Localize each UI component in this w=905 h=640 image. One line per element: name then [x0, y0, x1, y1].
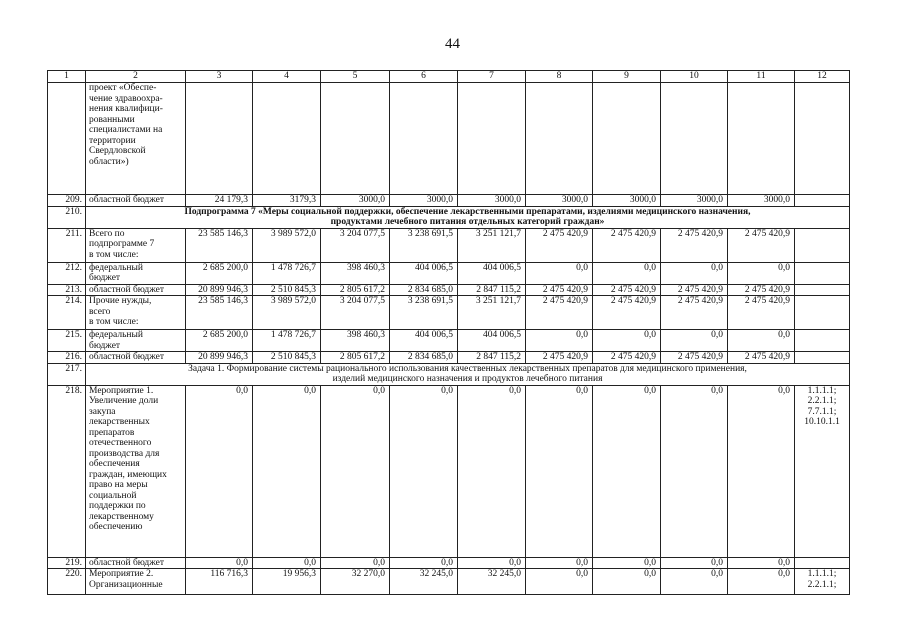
value-cell: 0,0 — [728, 569, 795, 595]
column-header: 7 — [458, 71, 526, 83]
value-cell: 0,0 — [253, 557, 321, 569]
target-codes-cell — [795, 262, 850, 284]
value-cell — [390, 83, 458, 195]
value-cell: 3000,0 — [458, 195, 526, 207]
target-codes-cell: 1.1.1.1; 2.2.1.1; 7.7.1.1; 10.10.1.1 — [795, 385, 850, 557]
column-header: 12 — [795, 71, 850, 83]
value-cell: 2 475 420,9 — [728, 296, 795, 330]
row-number-cell: 209. — [48, 195, 86, 207]
value-cell: 20 899 946,3 — [186, 284, 253, 296]
value-cell: 0,0 — [390, 385, 458, 557]
value-cell: 2 475 420,9 — [661, 284, 728, 296]
value-cell: 398 460,3 — [321, 330, 390, 352]
value-cell: 116 716,3 — [186, 569, 253, 595]
target-codes-cell — [795, 296, 850, 330]
value-cell: 0,0 — [321, 557, 390, 569]
value-cell: 0,0 — [728, 330, 795, 352]
table-row — [48, 557, 850, 569]
value-cell: 0,0 — [526, 569, 593, 595]
value-cell: 2 475 420,9 — [593, 296, 661, 330]
column-header: 11 — [728, 71, 795, 83]
value-cell: 2 510 845,3 — [253, 284, 321, 296]
row-name-cell: областной бюджет — [86, 195, 186, 207]
row-name-cell: Мероприятие 1. Увеличение доли закупа лекарственных препаратов отечественного производства для обеспечения граждан, имеющих право на меры социальной поддержки по лекарственному обеспечению — [86, 385, 186, 557]
row-number-cell: 214. — [48, 296, 86, 330]
value-cell: 0,0 — [593, 569, 661, 595]
value-cell: 3000,0 — [390, 195, 458, 207]
column-header: 10 — [661, 71, 728, 83]
value-cell: 3000,0 — [526, 195, 593, 207]
value-cell — [186, 83, 253, 195]
value-cell: 2 475 420,9 — [526, 296, 593, 330]
table-row — [48, 352, 850, 364]
target-codes-cell: 1.1.1.1; 2.2.1.1; — [795, 569, 850, 595]
row-number-cell: 212. — [48, 262, 86, 284]
value-cell: 0,0 — [728, 262, 795, 284]
row-name-cell: областной бюджет — [86, 352, 186, 364]
value-cell: 32 245,0 — [458, 569, 526, 595]
value-cell: 2 475 420,9 — [661, 352, 728, 364]
page-number: 44 — [445, 36, 460, 52]
value-cell: 3000,0 — [728, 195, 795, 207]
value-cell — [728, 83, 795, 195]
column-header: 5 — [321, 71, 390, 83]
value-cell: 23 585 146,3 — [186, 296, 253, 330]
row-number-cell — [48, 83, 86, 195]
value-cell: 2 510 845,3 — [253, 352, 321, 364]
value-cell: 0,0 — [728, 385, 795, 557]
target-codes-cell — [795, 228, 850, 262]
row-name-cell: федеральный бюджет — [86, 262, 186, 284]
value-cell: 3 204 077,5 — [321, 228, 390, 262]
value-cell: 404 006,5 — [458, 330, 526, 352]
value-cell — [321, 83, 390, 195]
value-cell — [458, 83, 526, 195]
table-row — [48, 296, 850, 330]
value-cell — [795, 83, 850, 195]
value-cell: 2 475 420,9 — [661, 296, 728, 330]
value-cell: 3 989 572,0 — [253, 228, 321, 262]
value-cell: 2 805 617,2 — [321, 352, 390, 364]
value-cell: 3 251 121,7 — [458, 228, 526, 262]
value-cell: 2 685 200,0 — [186, 330, 253, 352]
target-codes-cell — [795, 557, 850, 569]
value-cell: 1 478 726,7 — [253, 330, 321, 352]
row-number-cell: 215. — [48, 330, 86, 352]
table-row — [48, 363, 850, 385]
target-codes-cell — [795, 284, 850, 296]
table-row — [48, 228, 850, 262]
value-cell: 23 585 146,3 — [186, 228, 253, 262]
value-cell: 0,0 — [186, 557, 253, 569]
value-cell: 3000,0 — [593, 195, 661, 207]
value-cell: 0,0 — [526, 385, 593, 557]
row-number-cell: 219. — [48, 557, 86, 569]
target-codes-cell — [795, 330, 850, 352]
value-cell: 0,0 — [661, 262, 728, 284]
value-cell: 398 460,3 — [321, 262, 390, 284]
value-cell: 0,0 — [593, 557, 661, 569]
value-cell: 32 270,0 — [321, 569, 390, 595]
table-row — [48, 71, 850, 83]
value-cell: 0,0 — [593, 330, 661, 352]
value-cell: 0,0 — [526, 557, 593, 569]
value-cell: 32 245,0 — [390, 569, 458, 595]
table-row — [48, 385, 850, 557]
column-header: 4 — [253, 71, 321, 83]
value-cell: 3 989 572,0 — [253, 296, 321, 330]
row-name-cell: федеральный бюджет — [86, 330, 186, 352]
value-cell: 20 899 946,3 — [186, 352, 253, 364]
row-number-cell: 218. — [48, 385, 86, 557]
row-number-cell: 216. — [48, 352, 86, 364]
value-cell: 0,0 — [593, 385, 661, 557]
column-header: 8 — [526, 71, 593, 83]
row-number-cell: 210. — [48, 206, 86, 228]
target-codes-cell — [795, 195, 850, 207]
value-cell: 2 475 420,9 — [593, 352, 661, 364]
value-cell: 3 238 691,5 — [390, 296, 458, 330]
value-cell: 0,0 — [661, 330, 728, 352]
value-cell: 3 251 121,7 — [458, 296, 526, 330]
row-number-cell: 213. — [48, 284, 86, 296]
value-cell: 2 475 420,9 — [728, 284, 795, 296]
value-cell — [526, 83, 593, 195]
value-cell: 2 834 685,0 — [390, 284, 458, 296]
row-name-cell: Всего по подпрограмме 7 в том числе: — [86, 228, 186, 262]
value-cell: 0,0 — [593, 262, 661, 284]
column-header: 9 — [593, 71, 661, 83]
value-cell: 0,0 — [728, 557, 795, 569]
value-cell: 0,0 — [186, 385, 253, 557]
value-cell: 0,0 — [390, 557, 458, 569]
value-cell: 2 805 617,2 — [321, 284, 390, 296]
value-cell: 2 834 685,0 — [390, 352, 458, 364]
value-cell: 0,0 — [458, 557, 526, 569]
table-row — [48, 206, 850, 228]
column-header: 3 — [186, 71, 253, 83]
column-header: 2 — [86, 71, 186, 83]
value-cell: 2 847 115,2 — [458, 284, 526, 296]
value-cell: 404 006,5 — [390, 330, 458, 352]
row-name-cell: Прочие нужды, всего в том числе: — [86, 296, 186, 330]
value-cell: 3000,0 — [661, 195, 728, 207]
value-cell: 404 006,5 — [458, 262, 526, 284]
value-cell: 0,0 — [661, 557, 728, 569]
table-row — [48, 262, 850, 284]
row-name-cell: Мероприятие 2. Организационные — [86, 569, 186, 595]
subprogram-title: Подпрограмма 7 «Меры социальной поддержки, обеспечение лекарственными препаратами, изделиями медицинского назначения, продуктами лечебного питания отдельных категорий граждан» — [86, 206, 850, 228]
value-cell: 2 475 420,9 — [593, 284, 661, 296]
target-codes-cell — [795, 352, 850, 364]
table-row — [48, 284, 850, 296]
value-cell: 19 956,3 — [253, 569, 321, 595]
value-cell: 1 478 726,7 — [253, 262, 321, 284]
value-cell: 3179,3 — [253, 195, 321, 207]
table-row — [48, 330, 850, 352]
table-row — [48, 569, 850, 595]
task-title: Задача 1. Формирование системы рационального использования качественных лекарственных препаратов для медицинского применения, изделий медицинского назначения и продуктов лечебного питания — [86, 363, 850, 385]
value-cell: 0,0 — [661, 569, 728, 595]
value-cell: 0,0 — [526, 330, 593, 352]
table-row — [48, 83, 850, 195]
value-cell: 2 475 420,9 — [661, 228, 728, 262]
value-cell: 0,0 — [458, 385, 526, 557]
value-cell: 2 685 200,0 — [186, 262, 253, 284]
row-number-cell: 217. — [48, 363, 86, 385]
value-cell: 3 204 077,5 — [321, 296, 390, 330]
value-cell — [593, 83, 661, 195]
value-cell: 2 475 420,9 — [728, 352, 795, 364]
column-header: 6 — [390, 71, 458, 83]
column-header: 1 — [48, 71, 86, 83]
value-cell: 404 006,5 — [390, 262, 458, 284]
value-cell: 2 475 420,9 — [526, 284, 593, 296]
row-number-cell: 211. — [48, 228, 86, 262]
value-cell — [661, 83, 728, 195]
row-name-cell: проект «Обеспе- чение здравоохра- нения квалифици- рованными специалистами на территории Свердловской области») — [86, 83, 186, 195]
value-cell: 2 475 420,9 — [728, 228, 795, 262]
value-cell: 0,0 — [661, 385, 728, 557]
value-cell: 2 475 420,9 — [593, 228, 661, 262]
table-row — [48, 195, 850, 207]
value-cell: 0,0 — [321, 385, 390, 557]
value-cell: 0,0 — [253, 385, 321, 557]
value-cell: 0,0 — [526, 262, 593, 284]
value-cell: 3 238 691,5 — [390, 228, 458, 262]
row-name-cell: областной бюджет — [86, 557, 186, 569]
value-cell — [253, 83, 321, 195]
row-number-cell: 220. — [48, 569, 86, 595]
row-name-cell: областной бюджет — [86, 284, 186, 296]
value-cell: 2 847 115,2 — [458, 352, 526, 364]
value-cell: 2 475 420,9 — [526, 352, 593, 364]
value-cell: 24 179,3 — [186, 195, 253, 207]
value-cell: 2 475 420,9 — [526, 228, 593, 262]
budget-table — [47, 70, 850, 595]
value-cell: 3000,0 — [321, 195, 390, 207]
